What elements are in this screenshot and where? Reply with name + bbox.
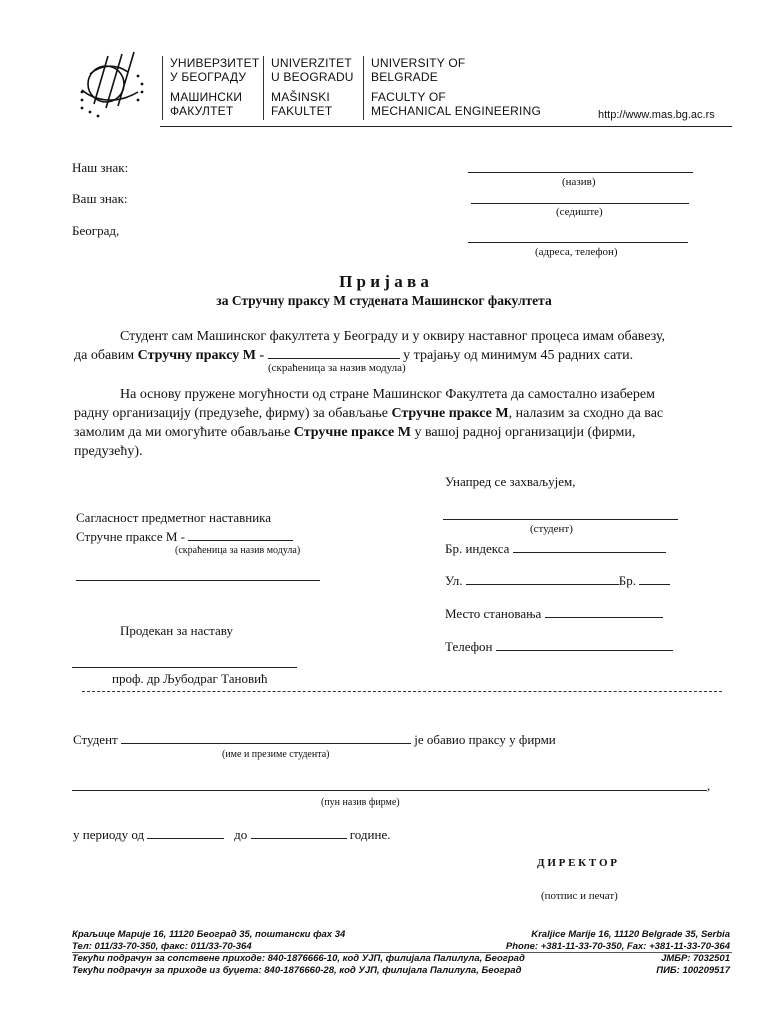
your-ref-label: Ваш знак:: [72, 191, 128, 206]
firm-name-caption: (пун назив фирме): [321, 797, 400, 808]
header-divider-2: [263, 56, 264, 120]
completion-student-row: Студент је обавио праксу у фирми: [73, 732, 556, 747]
vice-dean-name: проф. др Љубодраг Тановић: [112, 671, 268, 686]
student-name-caption: (име и презиме студента): [222, 749, 330, 760]
city-date-label: Београд,: [72, 223, 120, 238]
our-ref-label: Наш знак:: [72, 160, 129, 175]
header-university-english: UNIVERSITY OF BELGRADE FACULTY OF MECHANICAL ENGINEERING: [371, 56, 541, 118]
firm-name-line[interactable]: [72, 790, 707, 791]
firm-line-comma: ,: [707, 778, 711, 793]
residence-field: Место становања: [445, 605, 663, 622]
document-subtitle: за Стручну праксу М студената Машинског факултета: [216, 293, 552, 308]
footer-left: Краљице Марије 16, 11120 Београд 35, поштански фах 34 Тел: 011/33-70-350, факс: 011/33-70-364 Текући подрачун за сопствене приходе: 840-1876666-10, код УЈП, филијала Палилула, Београд Текући подрачун за приходе из буџета: 840-1876660-28, код УЈП, филијала Палилула, Београд: [72, 929, 525, 976]
period-from-input[interactable]: [147, 826, 224, 839]
student-signature-line[interactable]: [443, 519, 678, 520]
header-university-cyrillic: УНИВЕРЗИТЕТ У БЕОГРАДУ МАШИНСКИ ФАКУЛТЕТ: [170, 56, 260, 118]
phone-field: Телефон: [445, 638, 673, 655]
module-abbrev-caption: (скраћеница за назив модула): [268, 362, 406, 374]
street-input[interactable]: [466, 572, 619, 585]
index-number-input[interactable]: [513, 540, 666, 553]
approval-module-input[interactable]: [188, 528, 293, 541]
company-name-caption: (назив): [562, 176, 596, 188]
thanks-text: Унапред се захваљујем,: [445, 474, 576, 489]
paragraph-request: На основу пружене могућности од стране Машинског Факултета да самостално изаберем радну организацију (предузеће, фирму) за обављање Стручне праксе М, налазим за сходно да вас замолим да ми омогућите обављање Стручне праксе М у вашој радној организацији (фирми, предузећу).: [74, 387, 664, 459]
company-seat-line[interactable]: [471, 203, 689, 204]
sign-stamp-caption: (потпис и печат): [541, 890, 618, 902]
document-title: П р и ј а в а: [339, 272, 429, 291]
student-caption: (студент): [530, 523, 573, 535]
approval-heading: Сагласност предметног наставника: [76, 510, 272, 525]
company-address-line[interactable]: [468, 242, 688, 243]
street-field: Ул. Бр.: [445, 572, 670, 589]
residence-input[interactable]: [545, 605, 663, 618]
module-abbrev-field[interactable]: [268, 346, 400, 359]
student-name-input[interactable]: [121, 731, 411, 744]
vice-dean-signature-line[interactable]: [72, 667, 297, 668]
company-seat-caption: (седиште): [556, 206, 603, 218]
period-row: у периоду од до године.: [73, 827, 391, 842]
index-number-field: Бр. индекса: [445, 540, 666, 557]
footer-right: Kraljice Marije 16, 11120 Belgrade 35, Serbia Phone: +381-11-33-70-350, Fax: +381-11-33-70-364 ЈМБР: 7032501 ПИБ: 100209517: [505, 929, 730, 976]
teacher-signature-line[interactable]: [76, 580, 320, 581]
header-university-latin: UNIVERZITET U BEOGRADU MAŠINSKI FAKULTET: [271, 56, 354, 118]
paragraph-intro: Студент сам Машинског факултета у Београду и у оквиру наставног процеса имам обавезу, да обавим Стручну праксу М - у трајању од минимум 45 радних сати.: [74, 329, 666, 363]
faculty-logo: [72, 46, 152, 126]
vice-dean-label: Продекан за наставу: [120, 623, 233, 638]
faculty-website-url[interactable]: http://www.mas.bg.ac.rs: [598, 109, 715, 121]
header-divider-1: [162, 56, 163, 120]
header-rule: [160, 126, 732, 127]
company-address-caption: (адреса, телефон): [535, 246, 618, 258]
company-name-line[interactable]: [468, 172, 693, 173]
cut-line: [82, 691, 722, 692]
approval-module-caption: (скраћеница за назив модула): [175, 545, 301, 556]
phone-input[interactable]: [496, 638, 673, 651]
approval-module: Стручне праксе М -: [76, 528, 293, 545]
period-to-input[interactable]: [251, 826, 347, 839]
street-number-input[interactable]: [639, 572, 670, 585]
director-label: Д И Р Е К Т О Р: [537, 857, 618, 869]
header-divider-3: [363, 56, 364, 120]
